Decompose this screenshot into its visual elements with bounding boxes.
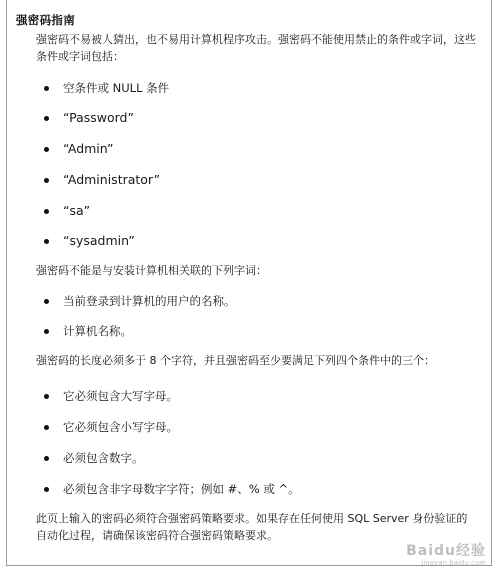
- bullet-icon: [44, 487, 49, 492]
- intro-paragraph: 强密码不易被人猜出，也不易用计算机程序攻击。强密码不能使用禁止的条件或字词，这些条件或字词包括：: [36, 33, 476, 63]
- bullet-icon: [44, 299, 49, 304]
- bullet-icon: [44, 239, 49, 244]
- condition-item: [44, 450, 144, 466]
- computer-terms-intro: 强密码不能是与安装计算机相关联的下列字词：: [36, 264, 267, 277]
- forbidden-item-label: “Password”: [63, 110, 134, 125]
- bullet-icon: [44, 147, 49, 152]
- bullet-icon: [44, 456, 49, 461]
- forbidden-item: [44, 110, 134, 126]
- bullet-icon: [44, 116, 49, 121]
- forbidden-item-label: “Administrator”: [63, 172, 161, 187]
- computer-term-label: 计算机名称。: [63, 324, 132, 338]
- forbidden-item: [44, 233, 135, 249]
- forbidden-item: [44, 141, 114, 157]
- forbidden-item-label: “sysadmin”: [63, 233, 135, 248]
- bullet-icon: [44, 394, 49, 399]
- computer-term-label: 当前登录到计算机的用户的名称。: [63, 294, 236, 308]
- watermark-logo: Baidu经验: [406, 543, 486, 559]
- page-title: 强密码指南: [16, 13, 75, 27]
- length-rule-paragraph: 强密码的长度必须多于 8 个字符，并且强密码至少要满足下列四个条件中的三个：: [36, 354, 435, 367]
- computer-term-item: [44, 293, 236, 309]
- footer-note: 此页上输入的密码必须符合强密码策略要求。如果存在任何使用 SQL Server 身份验证的自动化过程，请确保该密码符合强密码策略要求。: [36, 512, 468, 542]
- watermark-url: jingyan.baidu.com: [421, 559, 486, 567]
- bullet-icon: [44, 329, 49, 334]
- condition-item: [44, 419, 178, 435]
- condition-label: 它必须包含大写字母。: [63, 389, 178, 403]
- baidu-jingyan-watermark: [406, 540, 486, 567]
- bullet-icon: [44, 425, 49, 430]
- forbidden-item-label: “sa”: [63, 203, 91, 218]
- bullet-icon: [44, 209, 49, 214]
- bullet-icon: [44, 86, 49, 91]
- forbidden-item: [44, 172, 160, 188]
- forbidden-item: [44, 80, 169, 96]
- forbidden-item-label: “Admin”: [63, 141, 114, 156]
- computer-term-item: [44, 323, 132, 339]
- forbidden-item: [44, 203, 90, 219]
- condition-label: 必须包含非字母数字字符；例如 #、% 或 ^。: [63, 482, 300, 496]
- bullet-icon: [44, 178, 49, 183]
- condition-item: [44, 481, 300, 497]
- condition-label: 必须包含数字。: [63, 451, 144, 465]
- condition-label: 它必须包含小写字母。: [63, 420, 178, 434]
- forbidden-item-label: 空条件或 NULL 条件: [63, 81, 170, 95]
- condition-item: [44, 388, 178, 404]
